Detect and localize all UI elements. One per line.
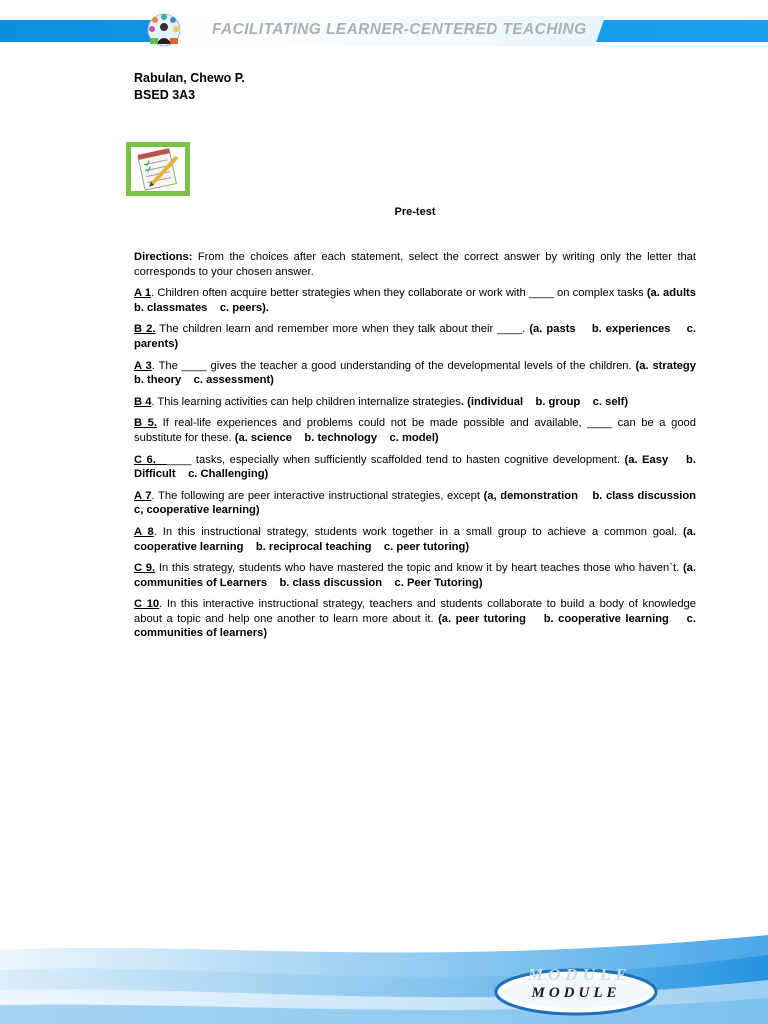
question-text: . In this interactive instructional strategy, teachers and students collaborate to build a body of knowledge about a topic and help one another to learn more about it. xyxy=(134,598,696,625)
student-info xyxy=(134,70,245,104)
directions xyxy=(134,250,696,279)
question-item xyxy=(134,322,700,351)
question-choices: (a. strategy b. theory c. assessment) xyxy=(134,359,709,387)
student-name: Rabulan, Chewo P. xyxy=(134,71,245,85)
question-item xyxy=(134,453,700,482)
question-choices: (a. communities of Learners b. class discussion c. Peer Tutoring) xyxy=(134,562,700,589)
question-choices: (a. adults b. classmates c. peers). xyxy=(134,287,709,314)
question-answer: C 6. _ xyxy=(134,453,167,466)
question-text: . In this instructional strategy, students work together in a small group to achieve a common goal. xyxy=(153,525,683,538)
page-title: Pre-test xyxy=(394,206,436,218)
module-watermark: MODULE xyxy=(528,965,632,984)
question-choices: (a. science b. technology c. model) xyxy=(234,431,439,444)
directions-text: From the choices after each statement, select the correct answer by writing only the letter that corresponds to your chosen answer. xyxy=(134,251,696,278)
question-choices: (a. pasts b. experiences c. parents) xyxy=(134,323,700,350)
header-banner xyxy=(0,0,768,60)
learners-logo-icon xyxy=(142,10,186,48)
questions-block xyxy=(134,250,709,648)
question-item xyxy=(134,416,696,445)
question-answer: B 2. xyxy=(134,323,156,336)
header-title: FACILITATING LEARNER-CENTERED TEACHING xyxy=(212,21,587,38)
question-answer: C 10 xyxy=(134,598,160,611)
question-answer: A 7 xyxy=(134,489,152,502)
student-section: BSED 3A3 xyxy=(134,88,196,102)
question-answer: B 5. xyxy=(134,417,157,430)
question-text: . This learning activities can help children internalize strategies xyxy=(151,395,461,408)
question-choices: . (individual b. group c. self) xyxy=(460,395,629,408)
question-item xyxy=(134,395,696,410)
question-item xyxy=(134,525,700,554)
module-badge: MODULE xyxy=(531,984,621,1001)
question-text: . Children often acquire better strategies when they collaborate or work with ____ on complex tasks xyxy=(151,287,647,300)
question-item xyxy=(134,359,709,388)
question-answer: C 9. xyxy=(134,562,156,575)
directions-label: Directions: xyxy=(134,251,193,263)
notepad-icon xyxy=(126,142,190,196)
question-text: The children learn and remember more when they talk about their ____. xyxy=(155,323,530,336)
question-choices: (a. peer tutoring b. cooperative learning c. communities of learners) xyxy=(134,612,700,640)
question-item xyxy=(134,561,700,590)
question-choices: (a. cooperative learning b. reciprocal teaching c. peer tutoring) xyxy=(134,525,700,553)
question-text: In this strategy, students who have mastered the topic and know it by heart teaches those who haven`t. xyxy=(155,562,683,575)
question-list xyxy=(134,286,709,641)
question-answer: A 3 xyxy=(134,359,152,372)
question-item xyxy=(134,597,700,641)
question-text: ____ tasks, especially when sufficiently scaffolded tend to hasten cognitive development. xyxy=(166,453,625,466)
question-text: . The ____ gives the teacher a good understanding of the developmental levels of the children. xyxy=(151,359,636,372)
question-answer: B 4 xyxy=(134,395,152,408)
question-answer: A 1 xyxy=(134,287,152,300)
question-text: . The following are peer interactive instructional strategies, except xyxy=(151,489,484,502)
question-answer: A 8 xyxy=(134,525,154,538)
checklist-icon xyxy=(131,147,185,191)
question-text: If real-life experiences and problems could not be made possible and available, ____ can be a good substitute for these. xyxy=(134,417,696,444)
question-item xyxy=(134,286,709,315)
footer-wave xyxy=(0,930,768,1024)
question-choices: (a, demonstration b. class discussion c, cooperative learning) xyxy=(134,489,709,517)
question-item xyxy=(134,489,709,518)
question-choices: (a. Easy b. Difficult c. Challenging) xyxy=(134,453,700,481)
